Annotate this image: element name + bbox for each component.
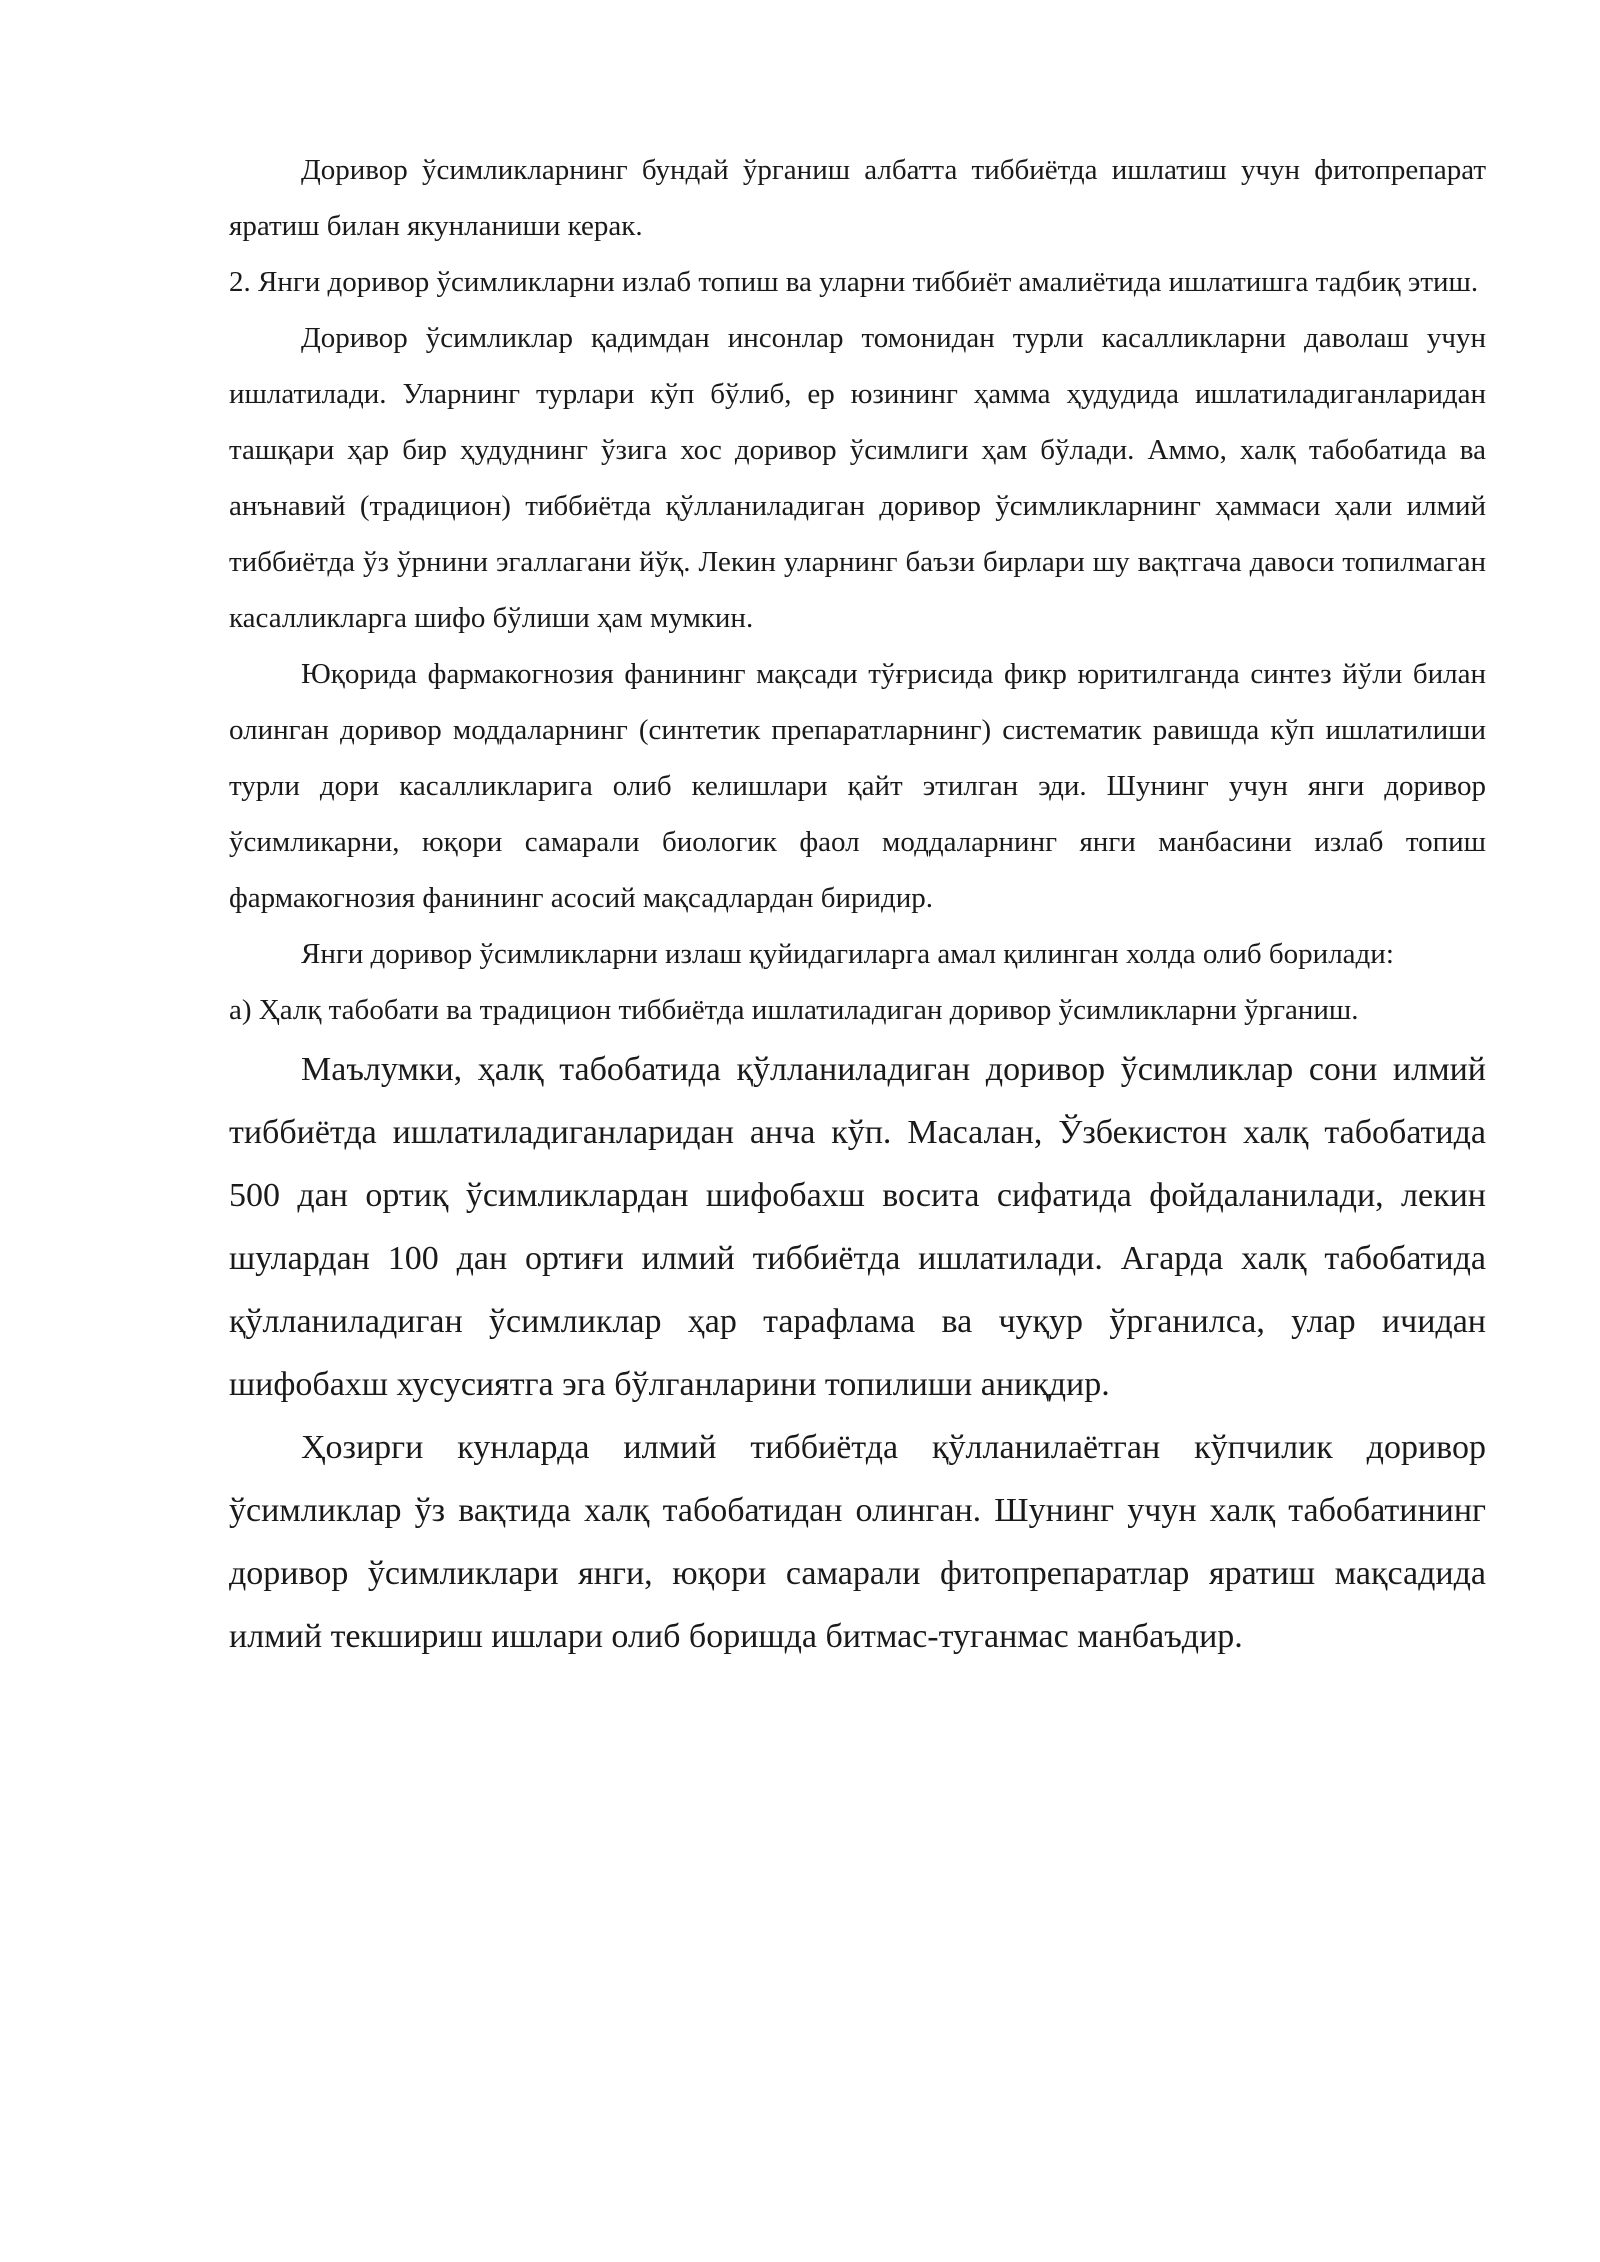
paragraph-7: Маълумки, ҳалқ табобатида қўлланиладиган доривор ўсимликлар сони илмий тиббиётда ишлатиладиганларидан анча кўп. Масалан, Ўзбекистон халқ табобатида 500 дан ортиқ ўсимликлардан шифобахш восита сифатида фойдаланилади, лекин шулардан 100 дан ортиғи илмий тиббиётда ишлатилади. Агарда халқ табобатида қўлланиладиган ўсимликлар ҳар тарафлама ва чуқур ўрганилса, улар ичидан шифобахш хусусиятга эга бўлганларини топилиши аниқдир. [229, 1051, 1486, 1403]
paragraph-5: Янги доривор ўсимликларни излаш қуйидагиларга амал қилинган холда олиб борилади: [301, 938, 1394, 970]
paragraph-4: Юқорида фармакогнозия фанининг мақсади тўғрисида фикр юритилганда синтез йўли билан олинган доривор моддаларнинг (синтетик препаратларнинг) систематик равишда кўп ишлатилиши турли дори касалликларига олиб келишлари қайт этилган эди. Шунинг учун янги доривор ўсимликарни, юқори самарали биологик фаол моддаларнинг янги манбасини излаб топиш фармакогнозия фанининг асосий мақсадлардан биридир. [229, 658, 1486, 914]
paragraph-2-numbered-item: 2. Янги доривор ўсимликларни излаб топиш ва уларни тиббиёт амалиётида ишлатишга тадбиқ этиш. [229, 266, 1479, 298]
document-body [229, 142, 1486, 1668]
paragraph-6-list-item-a: а) Ҳалқ табобати ва традицион тиббиётда ишлатиладиган доривор ўсимликларни ўрганиш. [229, 994, 1359, 1026]
paragraph-8: Ҳозирги кунларда илмий тиббиётда қўлланилаётган кўпчилик доривор ўсимликлар ўз вақтида халқ табобатидан олинган. Шунинг учун халқ табобатининг доривор ўсимликлари янги, юқори самарали фитопрепаратлар яратиш мақсадида илмий текшириш ишлари олиб боришда битмас-туганмас манбаъдир. [229, 1429, 1486, 1655]
paragraph-1: Доривор ўсимликларнинг бундай ўрганиш албатта тиббиётда ишлатиш учун фитопрепарат яратиш билан якунланиши керак. [229, 154, 1486, 242]
paragraph-3: Доривор ўсимликлар қадимдан инсонлар томонидан турли касалликларни даволаш учун ишлатилади. Уларнинг турлари кўп бўлиб, ер юзининг ҳамма ҳудудида ишлатиладиганларидан ташқари ҳар бир ҳудуднинг ўзига хос доривор ўсимлиги ҳам бўлади. Аммо, халқ табобатида ва анънавий (традицион) тиббиётда қўлланиладиган доривор ўсимликларнинг ҳаммаси ҳали илмий тиббиётда ўз ўрнини эгаллагани йўқ. Лекин уларнинг баъзи бирлари шу вақтгача давоси топилмаган касалликларга шифо бўлиши ҳам мумкин. [229, 322, 1486, 634]
